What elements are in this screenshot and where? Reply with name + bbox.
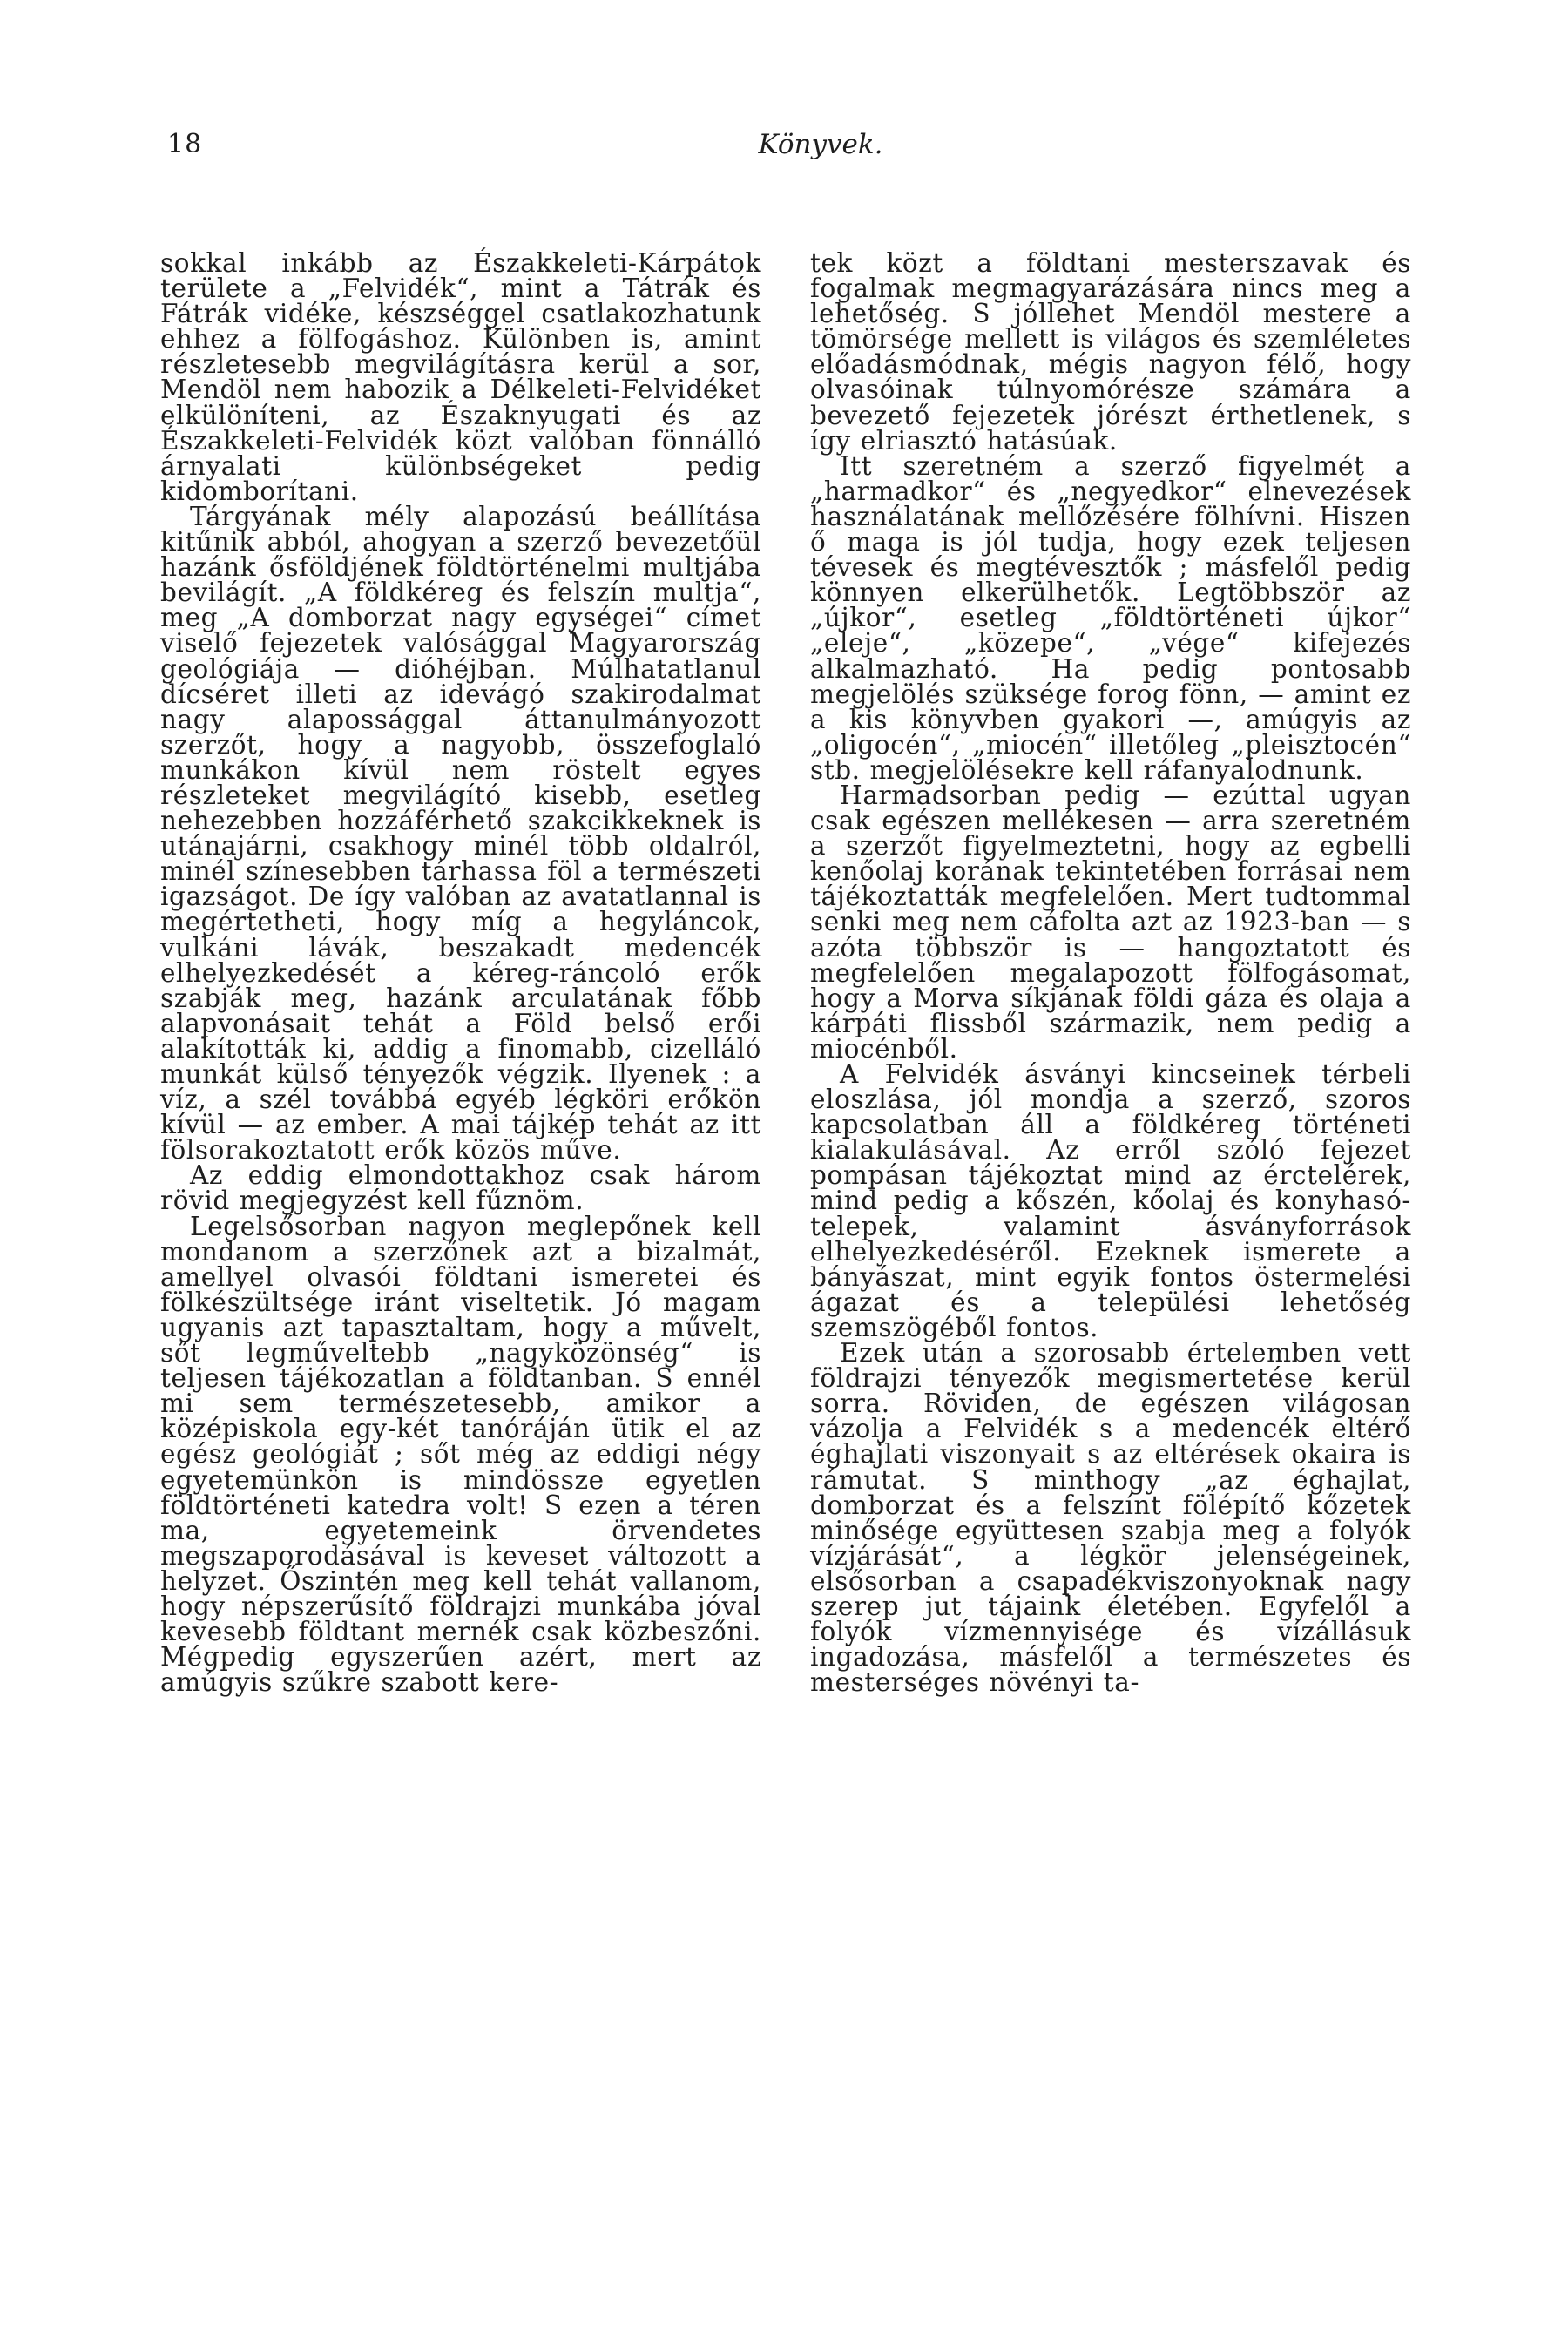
paragraph: sokkal inkább az Északkeleti-Kárpátok területe a „Felvidék“, mint a Tátrák és Fátrák vidéke, készséggel csatlakozhatunk ehhez a fölfogáshoz. Különben is, amint részletesebb megvilágításra kerül a sor, Mendöl nem habozik a Délkeleti-Felvidéket elkülöníteni, az Északnyugati és az Északkeleti-Felvidék közt valóban fönnálló árnyalati különbségeket pedig kidomborítani.: [160, 248, 761, 506]
paragraph: Az eddig elmondottakhoz csak három rövid megjegyzést kell fűznöm.: [160, 1160, 761, 1216]
paragraph: A Felvidék ásványi kincseinek térbeli eloszlása, jól mondja a szerző, szoros kapcsolatban áll a földkéreg történeti kialakulásával. Az erről szóló fejezet pompásan tájékoztat mind az érctelérek, mind pedig a kőszén, kőolaj és konyhasó-telepek, valamint ásványforrások elhelyezkedéséről. Ezeknek ismerete a bányászat, mint egyik fontos östermelési ágazat és a települési lehetőség szemszögéből fontos.: [810, 1059, 1411, 1342]
left-column: [160, 248, 761, 1698]
paragraph: tek közt a földtani mesterszavak és fogalmak megmagyarázására nincs meg a lehetőség. S jóllehet Mendöl mestere a tömörsége mellett is világos és szemléletes előadásmódnak, mégis nagyon félő, hogy olvasóinak túlnyomórésze számára a bevezető fejezetek jórészt érthetlenek, s így elriasztó hatásúak.: [810, 248, 1411, 456]
running-head: Könyvek.: [758, 129, 883, 160]
paragraph: Harmadsorban pedig — ezúttal ugyan csak egészen mellékesen — arra szeretném a szerzőt figyelmeztetni, hogy az egbelli kenőolaj korának tekintetében forrásai nem tájékoztatták megfelelően. Mert tudtommal senki meg nem cáfolta azt az 1923-ban — s azóta többször is — hangoztatott és megfelelően megalapozott fölfogásomat, hogy a Morva síkjának földi gáza és olaja a kárpáti flissből származik, nem pedig a miocénből.: [810, 780, 1411, 1064]
page-header: [167, 129, 1415, 172]
right-column: [810, 248, 1411, 1698]
paragraph: Tárgyának mély alapozású beállítása kitűnik abból, ahogyan a szerző bevezetőül hazánk ősföldjének földtörténelmi multjába bevilágít. „A földkéreg és felszín multja“, meg „A domborzat nagy egységei“ címet viselő fejezetek valósággal Magyarország geológiája — dióhéjban. Múlhatatlanul dícséret illeti az idevágó szakirodalmat nagy alapossággal áttanulmányozott szerzőt, hogy a nagyobb, összefoglaló munkákon kívül nem röstelt egyes részleteket megvilágító kisebb, esetleg nehezebben hozzáférhető szakcikkeknek is utánajárni, csakhogy minél több oldalról, minél színesebben tárhassa föl a természeti igazságot. De így valóban az avatatlannal is megértetheti, hogy míg a hegyláncok, vulkáni lávák, beszakadt medencék elhelyezkedését a kéreg-ráncoló erők szabják meg, hazánk arculatának főbb alapvonásait tehát a Föld belső erői alakították ki, addig a finomabb, cizelláló munkát külső tényezők végzik. Ilyenek : a víz, a szél továbbá egyéb légköri erőkön kívül — az ember. A mai tájkép tehát az itt fölsorakoztatott erők közös műve.: [160, 501, 761, 1166]
paragraph: Ezek után a szorosabb értelemben vett földrajzi tényezők megismertetése kerül sorra. Röviden, de egészen világosan vázolja a Felvidék s a medencék eltérő éghajlati viszonyait s az eltérések okaira is rámutat. S minthogy „az éghajlat, domborzat és a felszínt fölépítő kőzetek minősége együttesen szabja meg a folyók vízjárását“, a légkör jelenségeinek, elsősorban a csapadékviszonyoknak nagy szerep jut tájaink életében. Egyfelől a folyók vízmennyisége és vízállásuk ingadozása, másfelől a természetes és mesterséges növényi ta-: [810, 1338, 1411, 1698]
paragraph: Legelsősorban nagyon meglepőnek kell mondanom a szerzőnek azt a bizalmát, amellyel olvasói földtani ismeretei és fölkészültsége iránt viseltetik. Jó magam ugyanis azt tapasztaltam, hogy a művelt, sőt legműveltebb „nagyközönség“ is teljesen tájékozatlan a földtanban. S ennél mi sem természetesebb, amikor a középiskola egy-két tanóráján ütik el az egész geológiát ; sőt még az eddigi négy egyetemünkön is mindössze egyetlen földtörténeti katedra volt! S ezen a téren ma, egyetemeink örvendetes megszaporodásával is keveset változott a helyzet. Őszintén meg kell tehát vallanom, hogy népszerűsítő földrajzi munkába jóval kevesebb földtant mernék csak közbeszőni. Mégpedig egyszerűen azért, mert az amúgyis szűkre szabott kere-: [160, 1211, 761, 1698]
paragraph: Itt szeretném a szerző figyelmét a „harmadkor“ és „negyedkor“ elnevezések használatának mellőzésére fölhívni. Hiszen ő maga is jól tudja, hogy ezek teljesen tévesek és megtévesztők ; másfelől pedig könnyen elkerülhetők. Legtöbbször az „újkor“, esetleg „földtörténeti újkor“ „eleje“, „közepe“, „vége“ kifejezés alkalmazható. Ha pedig pontosabb megjelölés szüksége forog fönn, — amint ez a kis könyvben gyakori —, amúgyis az „oligocén“, „miocén“ illetőleg „pleisztocén“ stb. megjelölésekre kell ráfanyalodnunk.: [810, 450, 1411, 785]
page-number: 18: [167, 129, 203, 159]
